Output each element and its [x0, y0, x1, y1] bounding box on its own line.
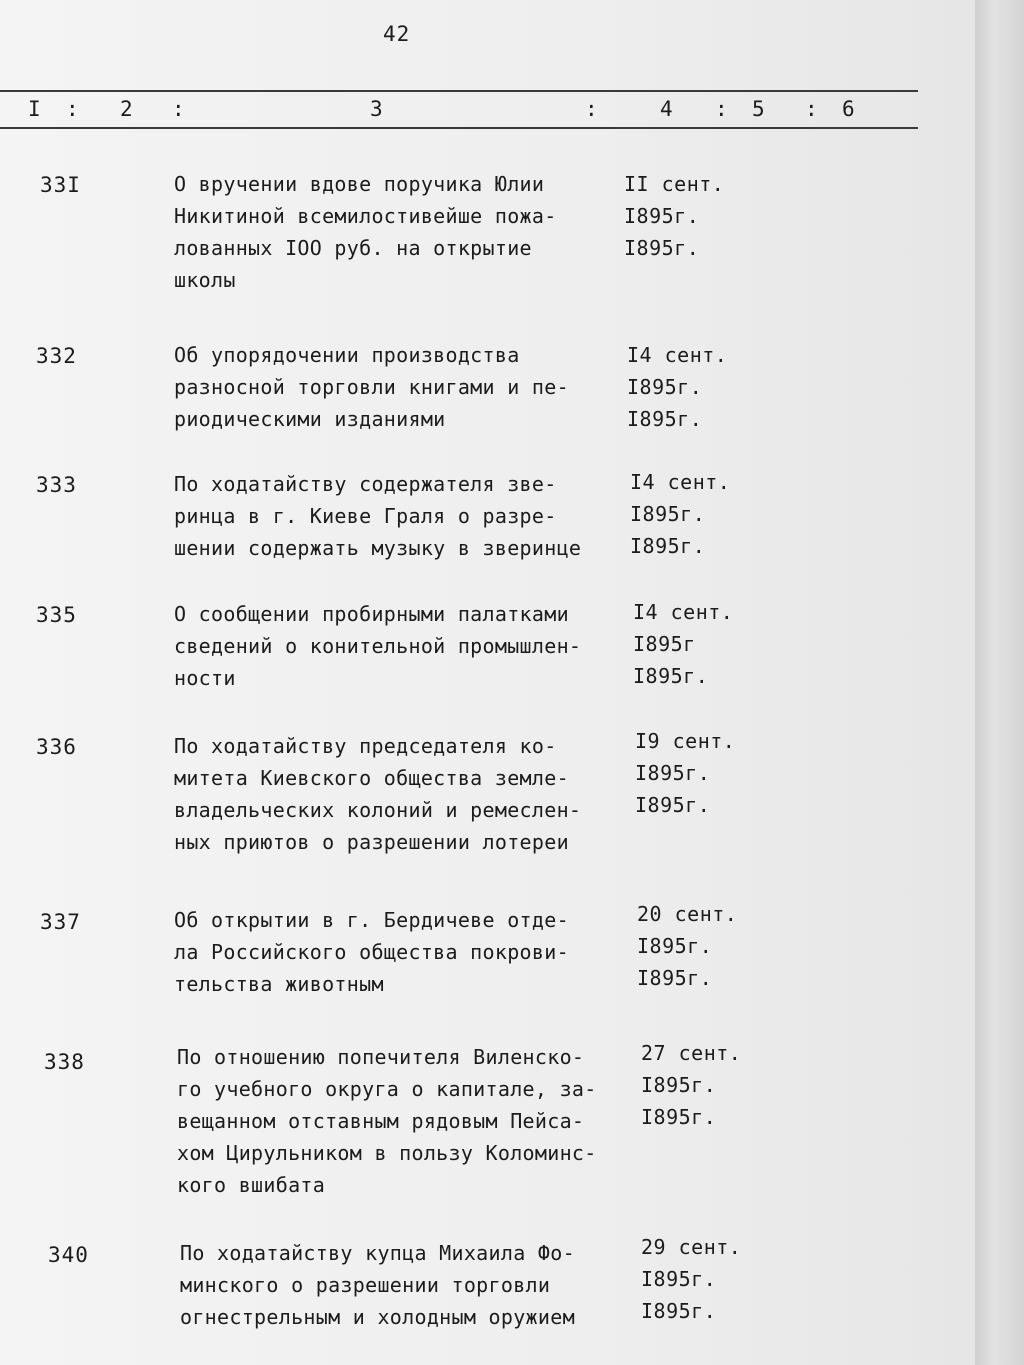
column-6-number: 6 — [842, 97, 855, 121]
column-separator: : — [66, 97, 79, 121]
entry-date-line: 29 сент. — [641, 1235, 742, 1259]
entry-date-line: I895г. — [641, 1299, 717, 1323]
page-number: 42 — [383, 22, 411, 46]
entry-title-line: По ходатайству содержателя зве- — [174, 472, 557, 496]
entry-title-line: минского о разрешении торговли — [180, 1273, 551, 1297]
header-rule-top — [0, 90, 918, 92]
entry-date-line: I895г. — [624, 204, 700, 228]
entry-title-line: тельства животным — [174, 972, 384, 996]
page-edge-shadow — [975, 0, 1024, 1365]
entry-date — [641, 1231, 741, 1327]
entry-title-line: митета Киевского общества земле- — [174, 766, 569, 790]
entry-date-line: I9 сент. — [635, 729, 736, 753]
entry-title-line: разносной торговли книгами и пе- — [174, 375, 569, 399]
entry-date — [630, 466, 730, 562]
entry-title-line: ных приютов о разрешении лотереи — [174, 830, 569, 854]
entry-title-line: кого вшибата — [177, 1173, 326, 1197]
entry-title-line: го учебного округа о капитале, за- — [177, 1077, 597, 1101]
entry-date — [624, 168, 724, 264]
entry-title-line: По ходатайству председателя ко- — [174, 734, 557, 758]
entry-title-line: ринца в г. Киеве Граля о разре- — [174, 504, 557, 528]
entry-title-line: По отношению попечителя Виленско- — [177, 1045, 585, 1069]
entry-date — [641, 1037, 741, 1133]
entry-date — [635, 725, 735, 821]
entry-title — [177, 1041, 627, 1201]
entry-title-line: владельческих колоний и ремеслен- — [174, 798, 582, 822]
entry-title-line: шении содержать музыку в зверинце — [174, 536, 582, 560]
column-separator: : — [715, 97, 728, 121]
entry-title-line: хом Цирульником в пользу Коломинс- — [177, 1141, 597, 1165]
entry-date-line: I4 сент. — [630, 470, 731, 494]
entry-title-line: Об открытии в г. Бердичеве отде- — [174, 908, 569, 932]
entry-date-line: I4 сент. — [627, 343, 728, 367]
entry-date-line: I895г. — [624, 236, 700, 260]
entry-date — [637, 898, 737, 994]
entry-date-line: I895г. — [630, 534, 706, 558]
entry-date-line: I895г. — [627, 375, 703, 399]
entry-title-line: Никитиной всемилостивейше пожа- — [174, 204, 557, 228]
entry-title-line: О вручении вдове поручика Юлии — [174, 172, 545, 196]
entry-date-line: 27 сент. — [641, 1041, 742, 1065]
entry-title — [174, 730, 624, 858]
entry-title-line: сведений о конительной промышлен- — [174, 634, 582, 658]
entry-date-line: I895г. — [637, 966, 713, 990]
entry-number: 336 — [36, 735, 77, 759]
entry-number: 332 — [36, 344, 77, 368]
entry-title — [174, 168, 624, 296]
entry-number: 338 — [44, 1050, 85, 1074]
entry-number: 335 — [36, 603, 77, 627]
entry-title-line: вещанном отставным рядовым Пейса- — [177, 1109, 585, 1133]
entry-title — [174, 339, 624, 435]
column-5-number: 5 — [752, 97, 765, 121]
entry-title-line: огнестрельным и холодным оружием — [180, 1305, 575, 1329]
entry-date-line: I895г. — [627, 407, 703, 431]
entry-date-line: I895г. — [641, 1073, 717, 1097]
entry-date-line: II сент. — [624, 172, 725, 196]
column-3-number: 3 — [370, 97, 383, 121]
entry-date-line: I895г. — [630, 502, 706, 526]
entry-number: 333 — [36, 473, 77, 497]
entry-title-line: ла Российского общества покрови- — [174, 940, 569, 964]
entry-date-line: I895г. — [641, 1105, 717, 1129]
column-separator: : — [172, 97, 185, 121]
entry-title — [174, 468, 624, 564]
entry-title — [174, 904, 624, 1000]
column-2-number: 2 — [120, 97, 133, 121]
entry-title-line: По ходатайству купца Михаила Фо- — [180, 1241, 575, 1265]
entry-date-line: I895г. — [635, 793, 711, 817]
entry-date-line: I895г. — [635, 761, 711, 785]
entry-title — [180, 1237, 630, 1333]
entry-date-line: 20 сент. — [637, 902, 738, 926]
column-separator: : — [585, 97, 598, 121]
column-1-number: I — [28, 97, 41, 121]
header-rule-bottom — [0, 127, 918, 129]
entry-date-line: I895г. — [633, 664, 709, 688]
entry-date-line: I895г — [633, 632, 696, 656]
entry-number: 337 — [40, 910, 81, 934]
entry-title-line: лованных IOO руб. на открытие — [174, 236, 532, 260]
column-separator: : — [805, 97, 818, 121]
entry-number: 340 — [48, 1243, 89, 1267]
entry-number: 33I — [40, 173, 81, 197]
entry-title — [174, 598, 624, 694]
column-4-number: 4 — [660, 97, 673, 121]
entry-date-line: I895г. — [637, 934, 713, 958]
entry-title-line: школы — [174, 268, 236, 292]
entry-date — [627, 339, 727, 435]
entry-date-line: I895г. — [641, 1267, 717, 1291]
entry-title-line: О сообщении пробирными палатками — [174, 602, 569, 626]
entry-title-line: ности — [174, 666, 236, 690]
entry-title-line: риодическими изданиями — [174, 407, 446, 431]
entry-title-line: Об упорядочении производства — [174, 343, 520, 367]
entry-date-line: I4 сент. — [633, 600, 734, 624]
entry-date — [633, 596, 733, 692]
